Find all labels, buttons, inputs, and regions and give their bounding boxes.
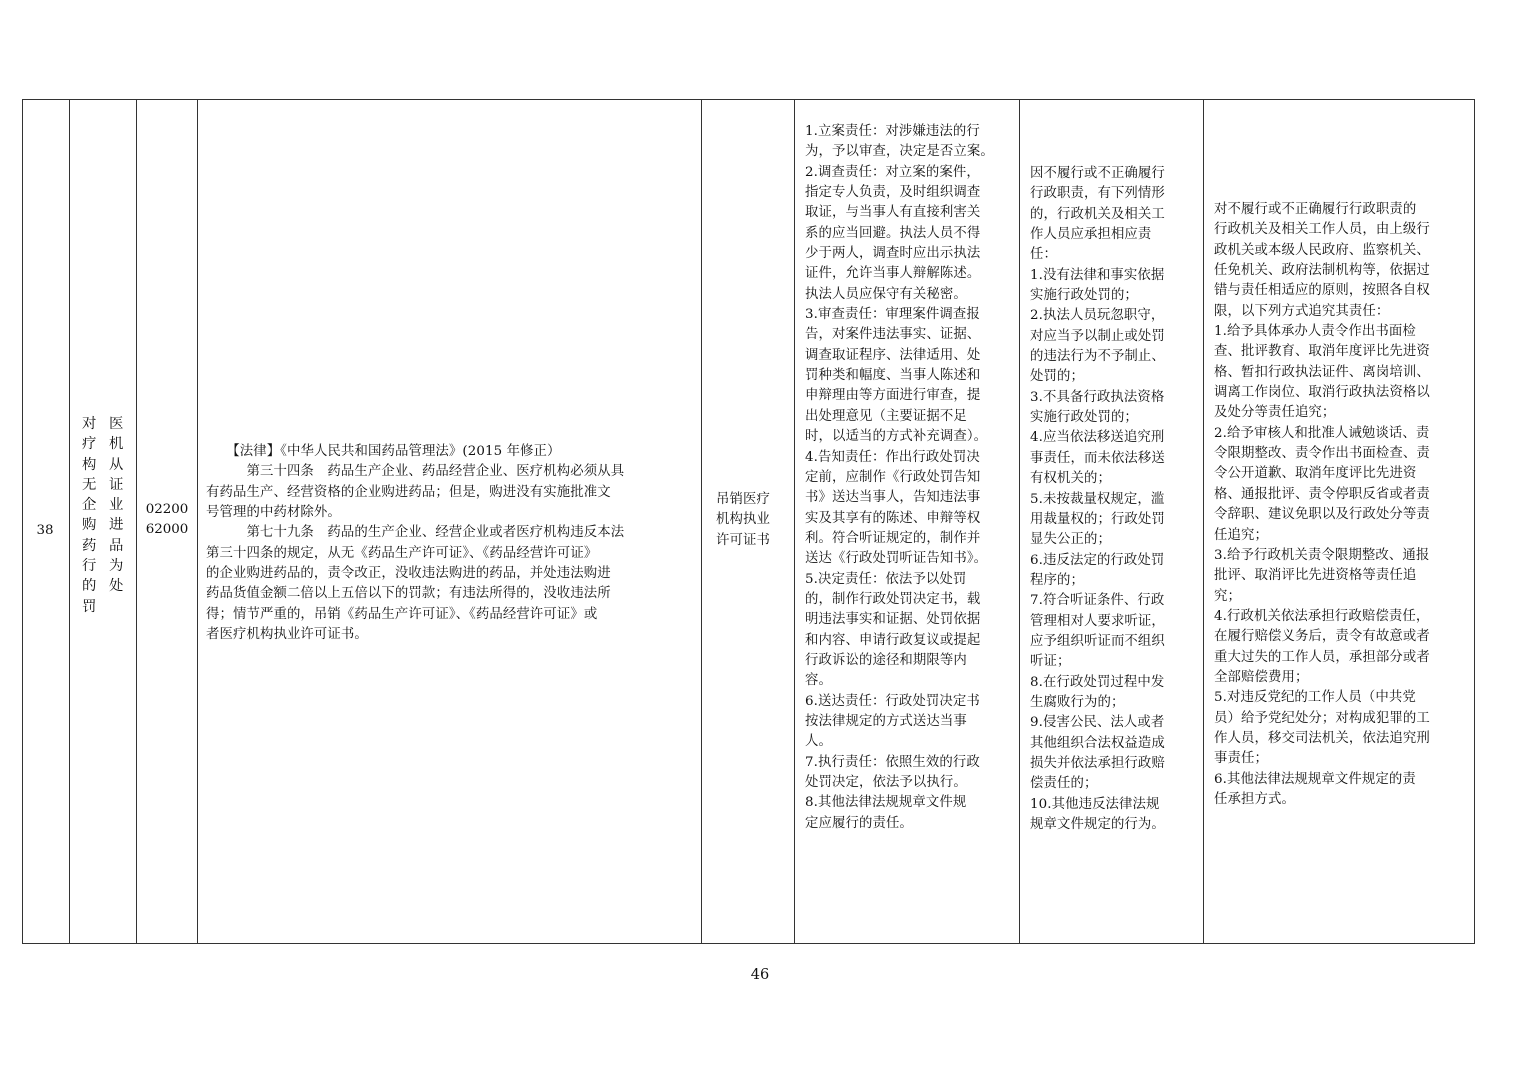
responsibilities-text: 1.立案责任：对涉嫌违法的行 为，予以审查，决定是否立案。 2.调查责任：对立案的案件， 指定专人负责，及时组织调查 取证，与当事人有直接利害关 系的应当回避。执法人员不得 少于两人，调查时应出示执法 证件，允许当事人辩解陈述。 执法人员应保守有关秘密。 3.审查责任：审理案件调查报 告，对案件违法事实、证据、 调查取证程序、法律适用、处 罚种类和幅度、当事人陈述和 申辩理由等方面进行审查，提 出处理意见（主要证据不足 时，以适当的方式补充调查）。 4.告知责任：作出行政处罚决 定前，应制作《行政处罚告知 书》送达当事人，告知违法事 实及其享有的陈述、申辩等权 利。符合听证规定的，制作并 送达《行政处罚听证告知书》。 5.决定责任：依法予以处罚 的，制作行政处罚决定书，载 明违法事实和证据、处罚依据 和内容、申请行政复议或提起 行政诉讼的途径和期限等内 容。 6.送达责任：行政处罚决定书 按法律规定的方式送达当事 人。 7.执行责任：依照生效的行政 处罚决定，依法予以执行。 8.其他法律法规规章文件规 定应履行的责任。	[805, 124, 994, 831]
liability-situations-cell	[1019, 99, 1203, 944]
item-name-char: 业	[109, 497, 124, 514]
item-name-char: 罚	[82, 598, 97, 615]
row-number: 38	[36, 523, 54, 538]
liability-situations-text: 因不履行或不正确履行 行政职责，有下列情形 的，行政机关及相关工 作人员应承担相应责 任： 1.没有法律和事实依据 实施行政处罚的； 2.执法人员玩忽职守， 对应当予以制止或处罚 的违法行为不予制止、 处罚的； 3.不具备行政执法资格 实施行政处罚的； 4.应当依法移送追究刑 事责任，而未依法移送 有权机关的； 5.未按裁量权规定，滥 用裁量权的；行政处罚 显失公正的； 6.违反法定的行政处罚 程序的； 7.符合听证条件、行政 管理相对人要求听证， 应予组织听证而不组织 听证； 8.在行政处罚过程中发 生腐败行为的； 9.侵害公民、法人或者 其他组织合法权益造成 损失并依法承担行政赔 偿责任的； 10.其他违反法律法规 规章文件规定的行为。	[1030, 166, 1165, 832]
item-name-char: 证	[109, 476, 124, 493]
page-number: 46	[750, 967, 770, 983]
item-name-char: 品	[109, 537, 124, 554]
penalty-type-cell	[701, 99, 794, 944]
penalty-type-text: 吊销医疗 机构执业 许可证书	[716, 492, 770, 548]
item-name-char: 无	[82, 476, 97, 493]
accountability-text: 对不履行或不正确履行行政职责的 行政机关及相关工作人员，由上级行 政机关或本级人民政府、监察机关、 任免机关、政府法制机构等，依据过 错与责任相适应的原则，按照各自权 限，以下列方式追究其责任： 1.给予具体承办人责令作出书面检 查、批评教育、取消年度评比先进资 格、暂扣行政执法证件、离岗培训、 调离工作岗位、取消行政执法资格以 及处分等责任追究； 2.给予审核人和批准人诫勉谈话、责 令限期整改、责令作出书面检查、责 令公开道歉、取消年度评比先进资 格、通报批评、责令停职反省或者责 令辞职、建议免职以及行政处分等责 任追究； 3.给予行政机关责令限期整改、通报 批评、取消评比先进资格等责任追 究； 4.行政机关依法承担行政赔偿责任， 在履行赔偿义务后，责令有故意或者 重大过失的工作人员，承担部分或者 全部赔偿费用； 5.对违反党纪的工作人员（中共党 员）给予党纪处分；对构成犯罪的工 作人员，移交司法机关，依法追究刑 事责任； 6.其他法律法规规章文件规定的责 任承担方式。	[1214, 202, 1430, 807]
responsibilities-cell	[794, 99, 1019, 944]
power-list-table	[22, 99, 1475, 944]
item-name-char: 的	[82, 578, 97, 595]
item-name-char: 疗	[82, 436, 97, 453]
item-name-char: 机	[109, 436, 124, 453]
item-name-char: 行	[82, 558, 97, 575]
accountability-cell	[1203, 99, 1475, 944]
item-name-cell	[69, 99, 136, 944]
item-name-char: 企	[82, 497, 97, 514]
no-cell	[22, 99, 69, 944]
item-name-char: 处	[109, 578, 124, 595]
item-name-char: 进	[109, 517, 124, 534]
item-code: 02200 62000	[145, 502, 189, 538]
code-cell	[136, 99, 197, 944]
item-name-right-column	[109, 414, 123, 597]
item-name-char: 购	[82, 517, 97, 534]
item-name-char: 构	[82, 456, 97, 473]
item-name-char: 从	[109, 456, 124, 473]
item-name-char: 医	[109, 416, 124, 432]
legal-basis-text: 【法律】《中华人民共和国药品管理法》(2015 年修正） 第三十四条 药品生产企业、药品经营企业、医疗机构必须从具 有药品生产、经营资格的企业购进药品；但是，购进没有实施批准文 号管理的中药材除外。 第七十九条 药品的生产企业、经营企业或者医疗机构违反本法 第三十四条的规定，从无《药品生产许可证》、《药品经营许可证》 的企业购进药品的，责令改正，没收违法购进的药品，并处违法购进 药品货值金额二倍以上五倍以下的罚款；有违法所得的，没收违法所 得；情节严重的，吊销《药品生产许可证》、《药品经营许可证》或 者医疗机构执业许可证书。	[206, 444, 625, 643]
item-name-char: 对	[82, 416, 97, 432]
item-name-char: 药	[82, 537, 97, 554]
item-name-left-column	[82, 414, 96, 617]
legal-basis-cell	[197, 99, 701, 944]
item-name-char: 为	[109, 558, 124, 575]
